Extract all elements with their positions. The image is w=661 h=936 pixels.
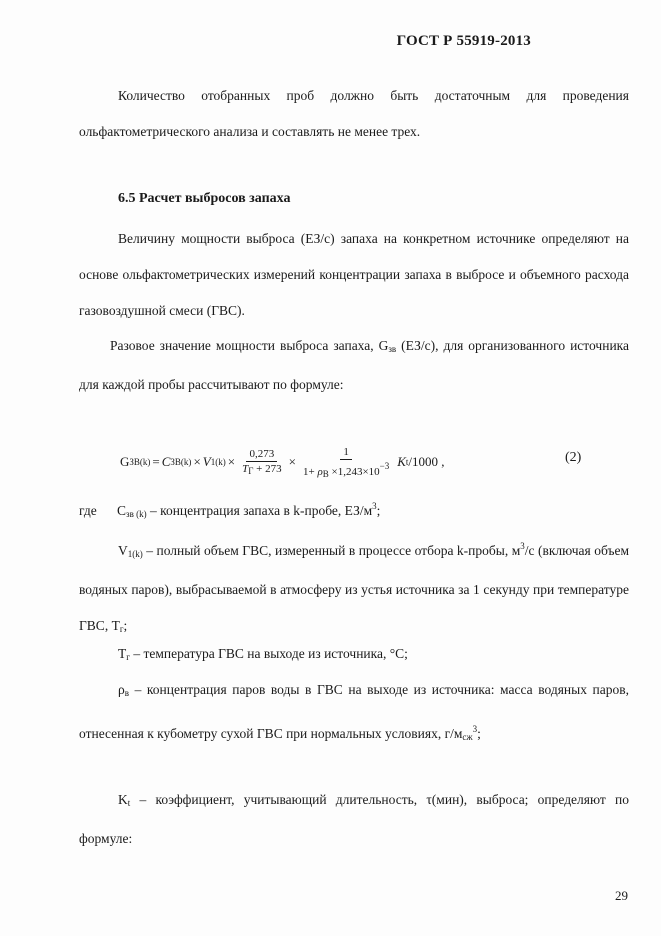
power-paragraph: Величину мощности выброса (ЕЗ/с) запаха на конкретном источнике определяют на основе ольфактометрических измерений концентрации запаха в выбросе и объемного расхода газовоздушной смеси (ГВС). bbox=[79, 231, 629, 318]
temperature-fraction: $\frac{0,273}{T_Г + 273}$ bbox=[242, 448, 282, 476]
where-line: где $C_{зв (k)}$ – концентрация запаха в k-пробе, $ЕЗ/м^3$; bbox=[79, 501, 381, 519]
section-title: 6.5 Расчет выбросов запаха bbox=[118, 191, 291, 206]
vapor-definition: $\rho_в$ – концентрация паров воды в ГВС на выходе из источника: масса водяных паров, отнесенная к кубометру сухой ГВС при нормальных условиях, $г/м_{сж}^3$; bbox=[79, 682, 629, 742]
humidity-fraction: $\frac{1}{1+ \rho_В \times 1,243\times 10^{-3}}$ bbox=[302, 445, 390, 479]
volume-definition: $V_{1(k)}$ – полный объем ГВС, измеренный в процессе отбора k-пробы, $м^3/с$ (включая объем водяных паров), выбрасываемой в атмосферу из устья источника за 1 секунду при температуре ГВС, $Т_г$; bbox=[79, 541, 629, 634]
coefficient-definition: $K_t$ – коэффициент, учитывающий длительность, τ(мин), выброса; определяют по формуле: bbox=[79, 792, 629, 846]
emission-formula: G ЗВ(k) = C ЗВ(k) × V 1(k) × $\frac{0,273}{T_Г + 273}$ × $\frac{1}{1+ \rho_В \times 1,243\times 10^{-3}}$ K t /1000 , bbox=[120, 445, 445, 479]
document-code-header: ГОСТ Р 55919-2013 bbox=[396, 33, 531, 49]
intro-paragraph: Количество отобранных проб должно быть достаточным для проведения ольфактометрического анализа и составлять не менее трех. bbox=[79, 88, 629, 139]
equation-number: (2) bbox=[565, 450, 582, 465]
temperature-definition: $Т_г$ – температура ГВС на выходе из источника, °С; bbox=[118, 646, 408, 662]
single-value-paragraph: Разовое значение мощности выброса запаха, $G_{зв}$ (ЕЗ/с), для организованного источника для каждой пробы рассчитывают по формуле: bbox=[79, 338, 630, 392]
page-number: 29 bbox=[615, 888, 628, 903]
